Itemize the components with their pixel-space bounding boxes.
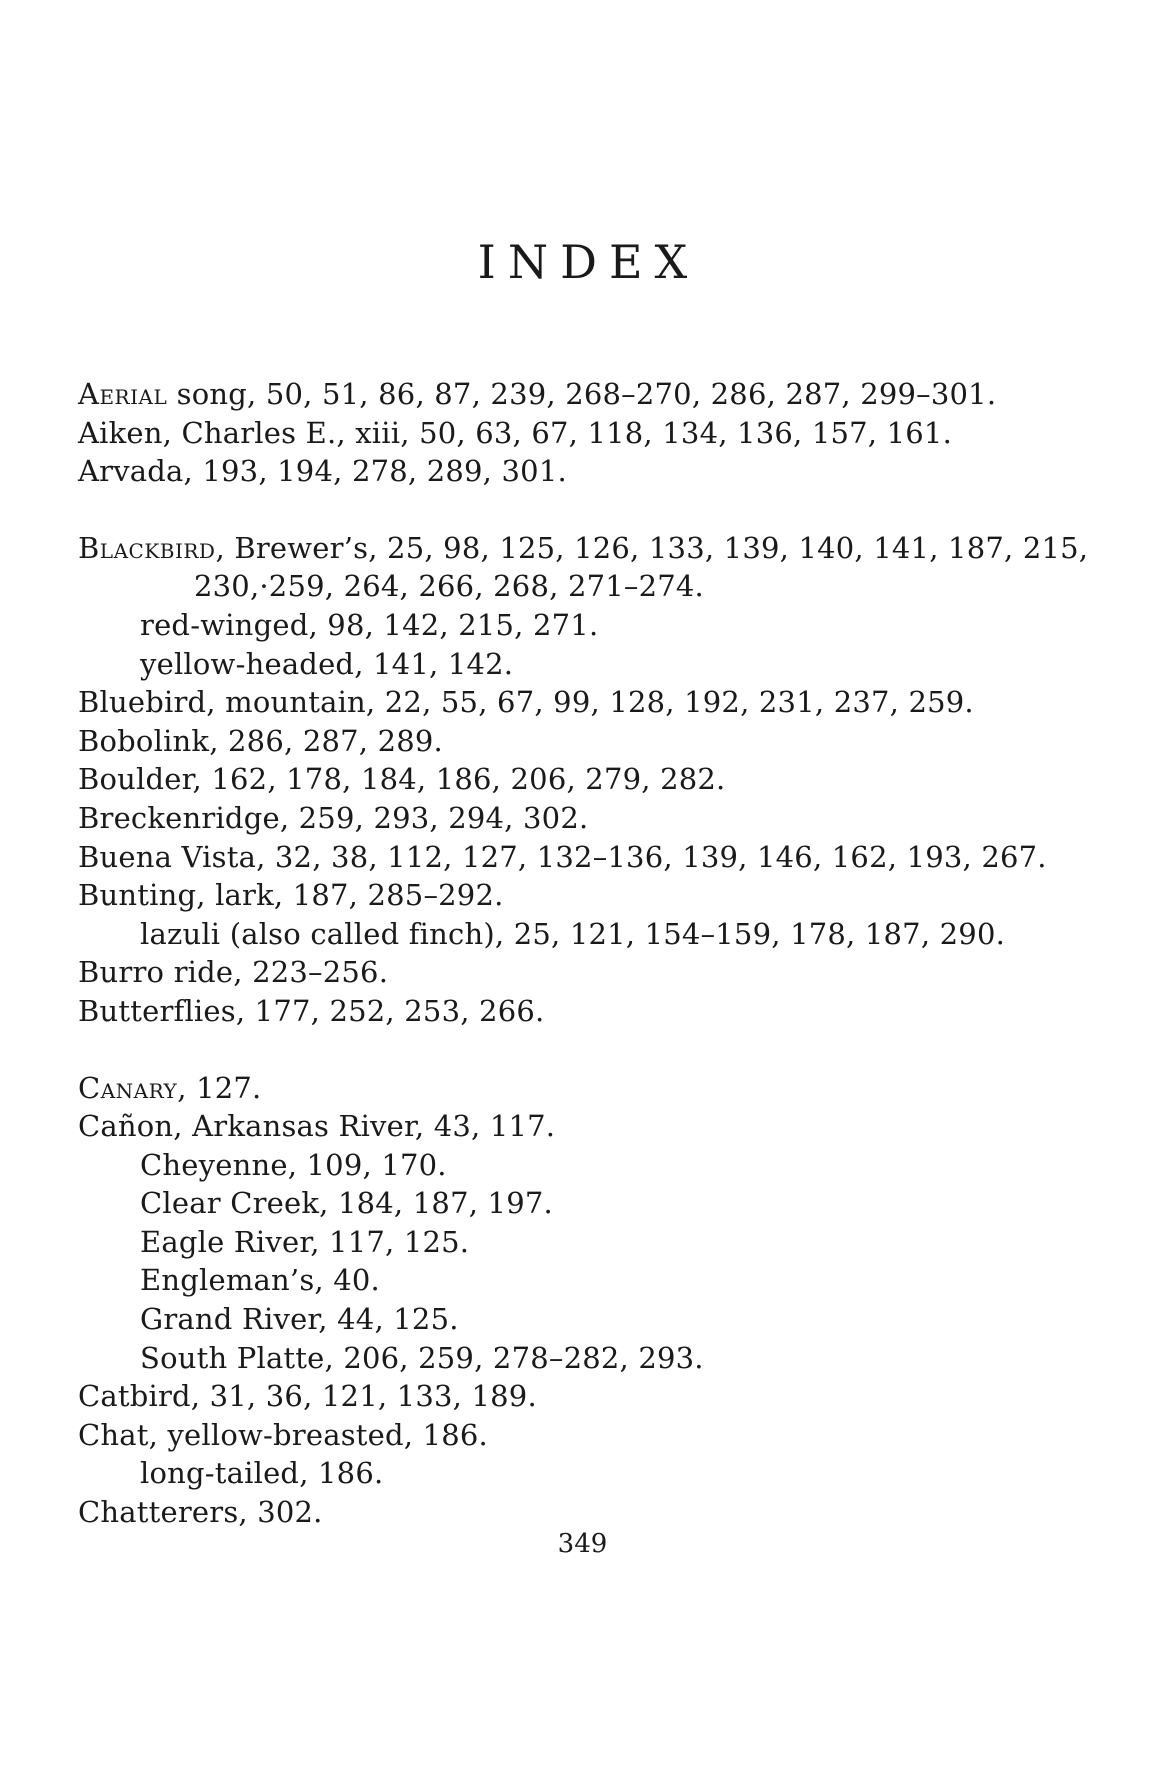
index-entry-text: Bluebird, mountain, 22, 55, 67, 99, 128, 192, 231, 237, 259. xyxy=(78,685,974,720)
index-entry-text: Catbird, 31, 36, 121, 133, 189. xyxy=(78,1379,537,1414)
index-entry xyxy=(78,876,1098,915)
index-entry-text: yellow-headed, 141, 142. xyxy=(140,646,514,681)
index-entry xyxy=(78,529,1098,568)
index-subentry xyxy=(78,1300,1098,1339)
index-entry-text: , 127. xyxy=(177,1070,262,1105)
index-entry xyxy=(78,683,1098,722)
page-title: INDEX xyxy=(477,235,700,289)
index-entry-text: Grand River, 44, 125. xyxy=(140,1302,459,1337)
index-entry xyxy=(78,992,1098,1031)
index-entry-text: South Platte, 206, 259, 278–282, 293. xyxy=(140,1340,704,1375)
index-entry xyxy=(78,760,1098,799)
index-entry-text: lazuli (also called finch), 25, 121, 154–159, 178, 187, 290. xyxy=(140,916,1006,951)
index-entry-text: Bobolink, 286, 287, 289. xyxy=(78,723,443,758)
index-entry-continuation xyxy=(78,567,1098,606)
index-entry-text: , Brewer’s, 25, 98, 125, 126, 133, 139, 140, 141, 187, 215, xyxy=(215,530,1089,565)
index-entry xyxy=(78,375,1098,414)
index-subentry xyxy=(78,1223,1098,1262)
index-entry-text: Cheyenne, 109, 170. xyxy=(140,1147,447,1182)
index-entry-text: red-winged, 98, 142, 215, 271. xyxy=(140,607,599,642)
index-entry-text: Burro ride, 223–256. xyxy=(78,955,389,990)
index-entry xyxy=(78,1107,1098,1146)
index-entry-text: Eagle River, 117, 125. xyxy=(140,1224,470,1259)
index-subentry xyxy=(78,645,1098,684)
index-entry-text: Clear Creek, 184, 187, 197. xyxy=(140,1186,553,1221)
index-entry-text: Boulder, 162, 178, 184, 186, 206, 279, 282. xyxy=(78,762,726,797)
index-subentry xyxy=(78,915,1098,954)
index-subentry xyxy=(78,606,1098,645)
index-entry xyxy=(78,722,1098,761)
index-entry-text: 230,·259, 264, 266, 268, 271–274. xyxy=(194,569,704,604)
page-number: 349 xyxy=(557,1529,608,1559)
index-subentry xyxy=(78,1454,1098,1493)
index-headword: Aerial xyxy=(78,377,168,411)
index-group xyxy=(78,375,1098,491)
index-entry xyxy=(78,1493,1098,1532)
index-entry-text: song, 50, 51, 86, 87, 239, 268–270, 286, 287, 299–301. xyxy=(167,377,997,411)
index-entry xyxy=(78,1377,1098,1416)
index-entry xyxy=(78,1416,1098,1455)
index-headword: Canary xyxy=(78,1070,178,1105)
index-subentry xyxy=(78,1261,1098,1300)
index-entry-text: Arvada, 193, 194, 278, 289, 301. xyxy=(78,454,567,489)
index-group xyxy=(78,529,1098,1031)
index-entry-text: Breckenridge, 259, 293, 294, 302. xyxy=(78,800,589,835)
index-headword: Blackbird xyxy=(78,530,216,565)
index-entry xyxy=(78,1069,1098,1108)
index-entry-text: Bunting, lark, 187, 285–292. xyxy=(78,878,504,913)
index-entry-text: Chatterers, 302. xyxy=(78,1495,323,1530)
index-entry-text: Butterflies, 177, 252, 253, 266. xyxy=(78,993,545,1028)
index-group xyxy=(78,1069,1098,1532)
index-subentry xyxy=(78,1146,1098,1185)
index-entry-text: Aiken, Charles E., xiii, 50, 63, 67, 118, 134, 136, 157, 161. xyxy=(78,415,953,450)
index-entry-text: Chat, yellow-breasted, 186. xyxy=(78,1417,488,1452)
index-entry-text: Engleman’s, 40. xyxy=(140,1263,380,1298)
index-entry xyxy=(78,953,1098,992)
index-entry-text: long-tailed, 186. xyxy=(140,1456,384,1491)
index-entry xyxy=(78,838,1098,877)
index-entry xyxy=(78,452,1098,491)
index-list xyxy=(78,375,1098,1532)
index-subentry xyxy=(78,1339,1098,1378)
index-entry-text: Buena Vista, 32, 38, 112, 127, 132–136, 139, 146, 162, 193, 267. xyxy=(78,839,1047,874)
index-subentry xyxy=(78,1184,1098,1223)
index-entry xyxy=(78,414,1098,453)
index-entry xyxy=(78,799,1098,838)
index-entry-text: Cañon, Arkansas River, 43, 117. xyxy=(78,1109,556,1144)
